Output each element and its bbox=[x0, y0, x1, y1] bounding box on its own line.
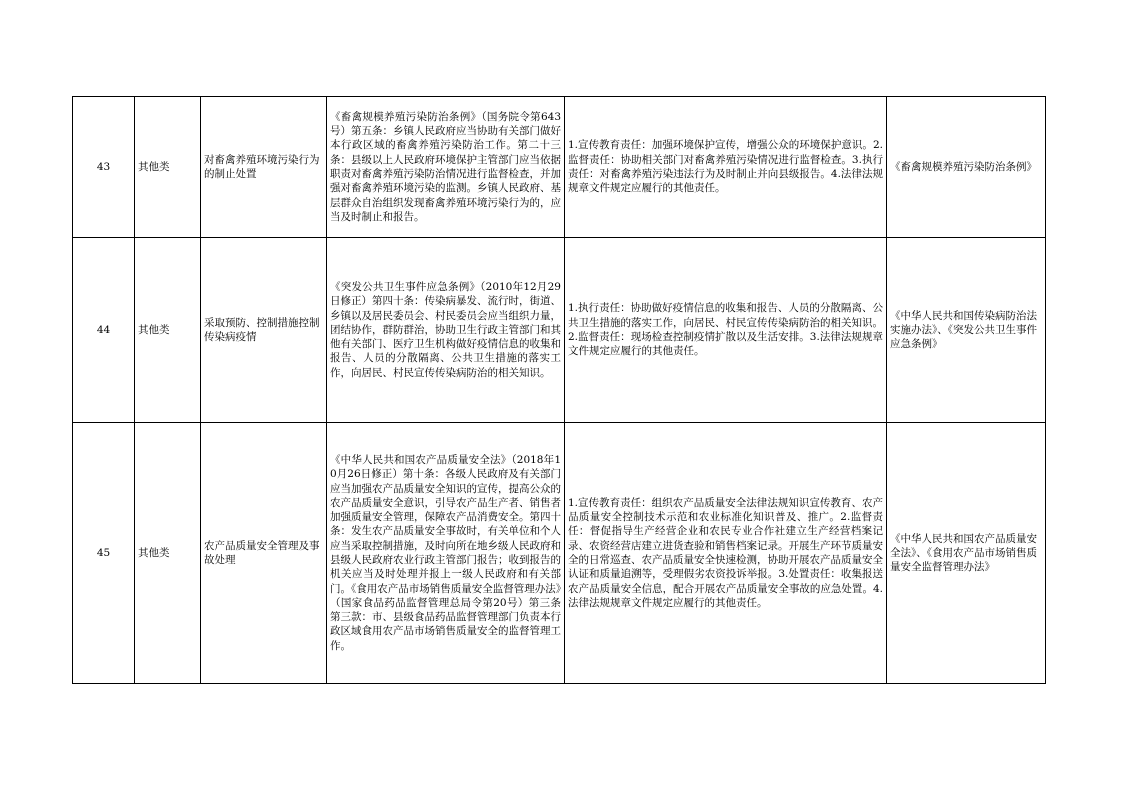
row-responsibility: 1.执行责任：协助做好疫情信息的收集和报告、人员的分散隔离、公共卫生措施的落实工作，向居民、村民宣传传染病防治的相关知识。2.监督责任：现场检查控制疫情扩散以及生活安排。3.法律法规规章文件规定应履行的其他责任。 bbox=[565, 238, 887, 423]
row-number: 43 bbox=[73, 97, 135, 238]
responsibility-table bbox=[72, 96, 1046, 684]
row-reference: 《中华人民共和国传染病防治法实施办法》、《突发公共卫生事件应急条例》 bbox=[887, 238, 1046, 423]
row-category: 其他类 bbox=[135, 423, 201, 684]
row-item-name: 采取预防、控制措施控制传染病疫情 bbox=[201, 238, 327, 423]
row-category: 其他类 bbox=[135, 238, 201, 423]
table-row bbox=[73, 97, 1046, 238]
row-responsibility: 1.宣传教育责任：加强环境保护宣传，增强公众的环境保护意识。2.监督责任：协助相关部门对畜禽养殖污染情况进行监督检查。3.执行责任：对畜禽养殖污染违法行为及时制止并向县级报告。4.法律法规规章文件规定应履行的其他责任。 bbox=[565, 97, 887, 238]
row-legal-basis: 《畜禽规模养殖污染防治条例》（国务院令第643号）第五条：乡镇人民政府应当协助有关部门做好本行政区域的畜禽养殖污染防治工作。第二十三条：县级以上人民政府环境保护主管部门应当依据职责对畜禽养殖污染防治情况进行监督检查，并加强对畜禽养殖环境污染的监测。乡镇人民政府、基层群众自治组织发现畜禽养殖环境污染行为的，应当及时制止和报告。 bbox=[327, 97, 565, 238]
row-number: 44 bbox=[73, 238, 135, 423]
row-item-name: 农产品质量安全管理及事故处理 bbox=[201, 423, 327, 684]
row-number: 45 bbox=[73, 423, 135, 684]
row-item-name: 对畜禽养殖环境污染行为的制止处置 bbox=[201, 97, 327, 238]
row-reference: 《畜禽规模养殖污染防治条例》 bbox=[887, 97, 1046, 238]
row-category: 其他类 bbox=[135, 97, 201, 238]
row-responsibility: 1.宣传教育责任：组织农产品质量安全法律法规知识宣传教育、农产品质量安全控制技术示范和农业标准化知识普及、推广。2.监督责任：督促指导生产经营企业和农民专业合作社建立生产经营档案记录、农资经营店建立进货查验和销售档案记录。开展生产环节质量安全的日常巡查、农产品质量安全快速检测，协助开展农产品质量安全认证和质量追溯等，受理假劣农资投诉举报。3.处置责任：收集报送农产品质量安全信息，配合开展农产品质量安全事故的应急处置。4.法律法规规章文件规定应履行的其他责任。 bbox=[565, 423, 887, 684]
row-reference: 《中华人民共和国农产品质量安全法》、《食用农产品市场销售质量安全监督管理办法》 bbox=[887, 423, 1046, 684]
row-legal-basis: 《中华人民共和国农产品质量安全法》（2018年10月26日修正）第十条：各级人民政府及有关部门应当加强农产品质量安全知识的宣传，提高公众的农产品质量安全意识，引导农产品生产者、销售者加强质量安全管理，保障农产品消费安全。第四十条：发生农产品质量安全事故时，有关单位和个人应当采取控制措施，及时向所在地乡级人民政府和县级人民政府农业行政主管部门报告；收到报告的机关应当及时处理并报上一级人民政府和有关部门。《食用农产品市场销售质量安全监督管理办法》（国家食品药品监督管理总局令第20号）第三条第三款：市、县级食品药品监督管理部门负责本行政区域食用农产品市场销售质量安全的监督管理工作。 bbox=[327, 423, 565, 684]
table-row bbox=[73, 423, 1046, 684]
table-row bbox=[73, 238, 1046, 423]
row-legal-basis: 《突发公共卫生事件应急条例》（2010年12月29日修正）第四十条：传染病暴发、流行时，街道、乡镇以及居民委员会、村民委员会应当组织力量，团结协作，群防群治，协助卫生行政主管部门和其他有关部门、医疗卫生机构做好疫情信息的收集和报告、人员的分散隔离、公共卫生措施的落实工作，向居民、村民宣传传染病防治的相关知识。 bbox=[327, 238, 565, 423]
